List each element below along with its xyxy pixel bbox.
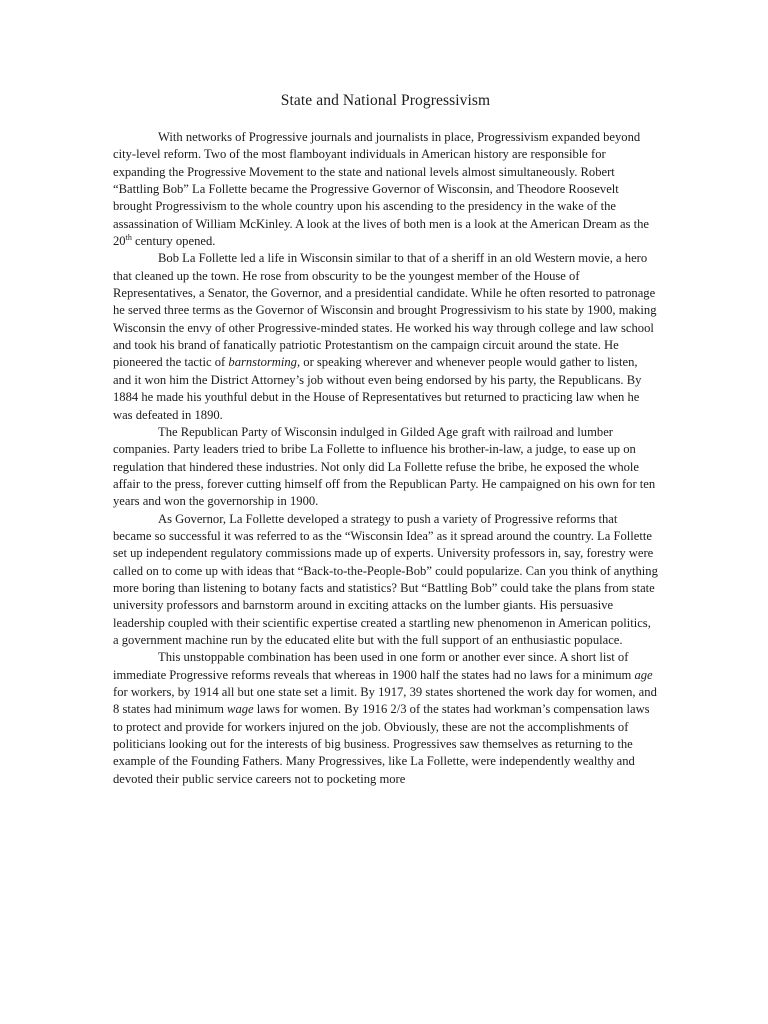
emphasized-text: wage (227, 702, 254, 717)
emphasized-text: barnstorming (228, 355, 297, 370)
paragraph-text: laws for women. By 1916 2/3 of the states had workman’s compensation laws to protect and provide for workers injured on the job. Obviously, these are not the accomplishments of politicians looking out for the interests of big business. Progressives saw themselves as returning to the example of the Founding Fathers. Many Progressives, like La Follette, were independently wealthy and devoted their public service careers not to pocketing more (113, 702, 650, 786)
document-page (113, 91, 658, 788)
document-body (113, 129, 658, 788)
paragraph-text: The Republican Party of Wisconsin indulged in Gilded Age graft with railroad and lumber companies. Party leaders tried to bribe La Follette to influence his brother-in-law, a judge, to ease up on regulation that hindered these industries. Not only did La Follette refuse the bribe, he exposed the whole affair to the press, forever cutting himself off from the Republican Party. He campaigned on his own for ten years and won the governorship in 1900. (113, 424, 656, 509)
paragraph-text: Bob La Follette led a life in Wisconsin similar to that of a sheriff in an old Western movie, a hero that cleaned up the town. He rose from obscurity to be the youngest member of the House of Representatives, a Senator, the Governor, and a presidential candidate. While he often resorted to patronage he served three terms as the Governor of Wisconsin and brought Progressivism to his state by 1900, making Wisconsin the envy of other Progressive-minded states. He worked his way through college and law school and took his brand of fanatically patriotic Protestantism on the campaign circuit around the state. He pioneered the tactic of (113, 251, 657, 370)
paragraph (113, 649, 658, 788)
paragraph-text: With networks of Progressive journals and journalists in place, Progressivism expanded beyond city-level reform. Two of the most flamboyant individuals in American history are responsible for expanding the Progressive Movement to the state and national levels almost simultaneously. Robert “Battling Bob” La Follette became the Progressive Governor of Wisconsin, and Theodore Roosevelt brought Progressivism to the whole country upon his ascending to the presidency in the wake of the assassination of William McKinley. A look at the lives of both men is a look at the American Dream as the 20 (113, 130, 650, 249)
paragraph (113, 511, 658, 650)
paragraph (113, 424, 658, 511)
paragraph-text: As Governor, La Follette developed a strategy to push a variety of Progressive reforms that became so successful it was referred to as the “Wisconsin Idea” as it spread around the country. La Follette set up independent regulatory commissions made up of experts. University professors in, say, forestry were called on to come up with ideas that “Back-to-the-People-Bob” could popularize. Can you think of anything more boring than listening to botany facts and statistics? But “Battling Bob” could take the plans from state university professors and barnstorm around in exciting attacks on the lumber giants. His persuasive leadership coupled with their scientific expertise created a startling new phenomenon in American politics, a government machine run by the educated elite but with the full support of an enthusiastic populace. (113, 511, 658, 647)
page-title: State and National Progressivism (280, 92, 491, 109)
emphasized-text: age (634, 667, 653, 682)
paragraph-text: for workers, by 1914 all but one state set a limit. By 1917, 39 states shortened the work day for women, and 8 states had minimum (113, 685, 657, 717)
paragraph-text: century opened. (131, 234, 216, 249)
paragraph (113, 250, 658, 423)
superscript-text: th (125, 233, 132, 243)
paragraph-text: This unstoppable combination has been used in one form or another ever since. A short list of immediate Progressive reforms reveals that whereas in 1900 half the states had no laws for a minimum (113, 650, 635, 682)
paragraph (113, 129, 658, 250)
paragraph-text: , or speaking wherever and whenever people would gather to listen, and it won him the District Attorney’s job without even being endorsed by his party, the Republicans. By 1884 he made his youthful debut in the House of Representatives but returned to practicing law when he was defeated in 1890. (113, 355, 642, 422)
